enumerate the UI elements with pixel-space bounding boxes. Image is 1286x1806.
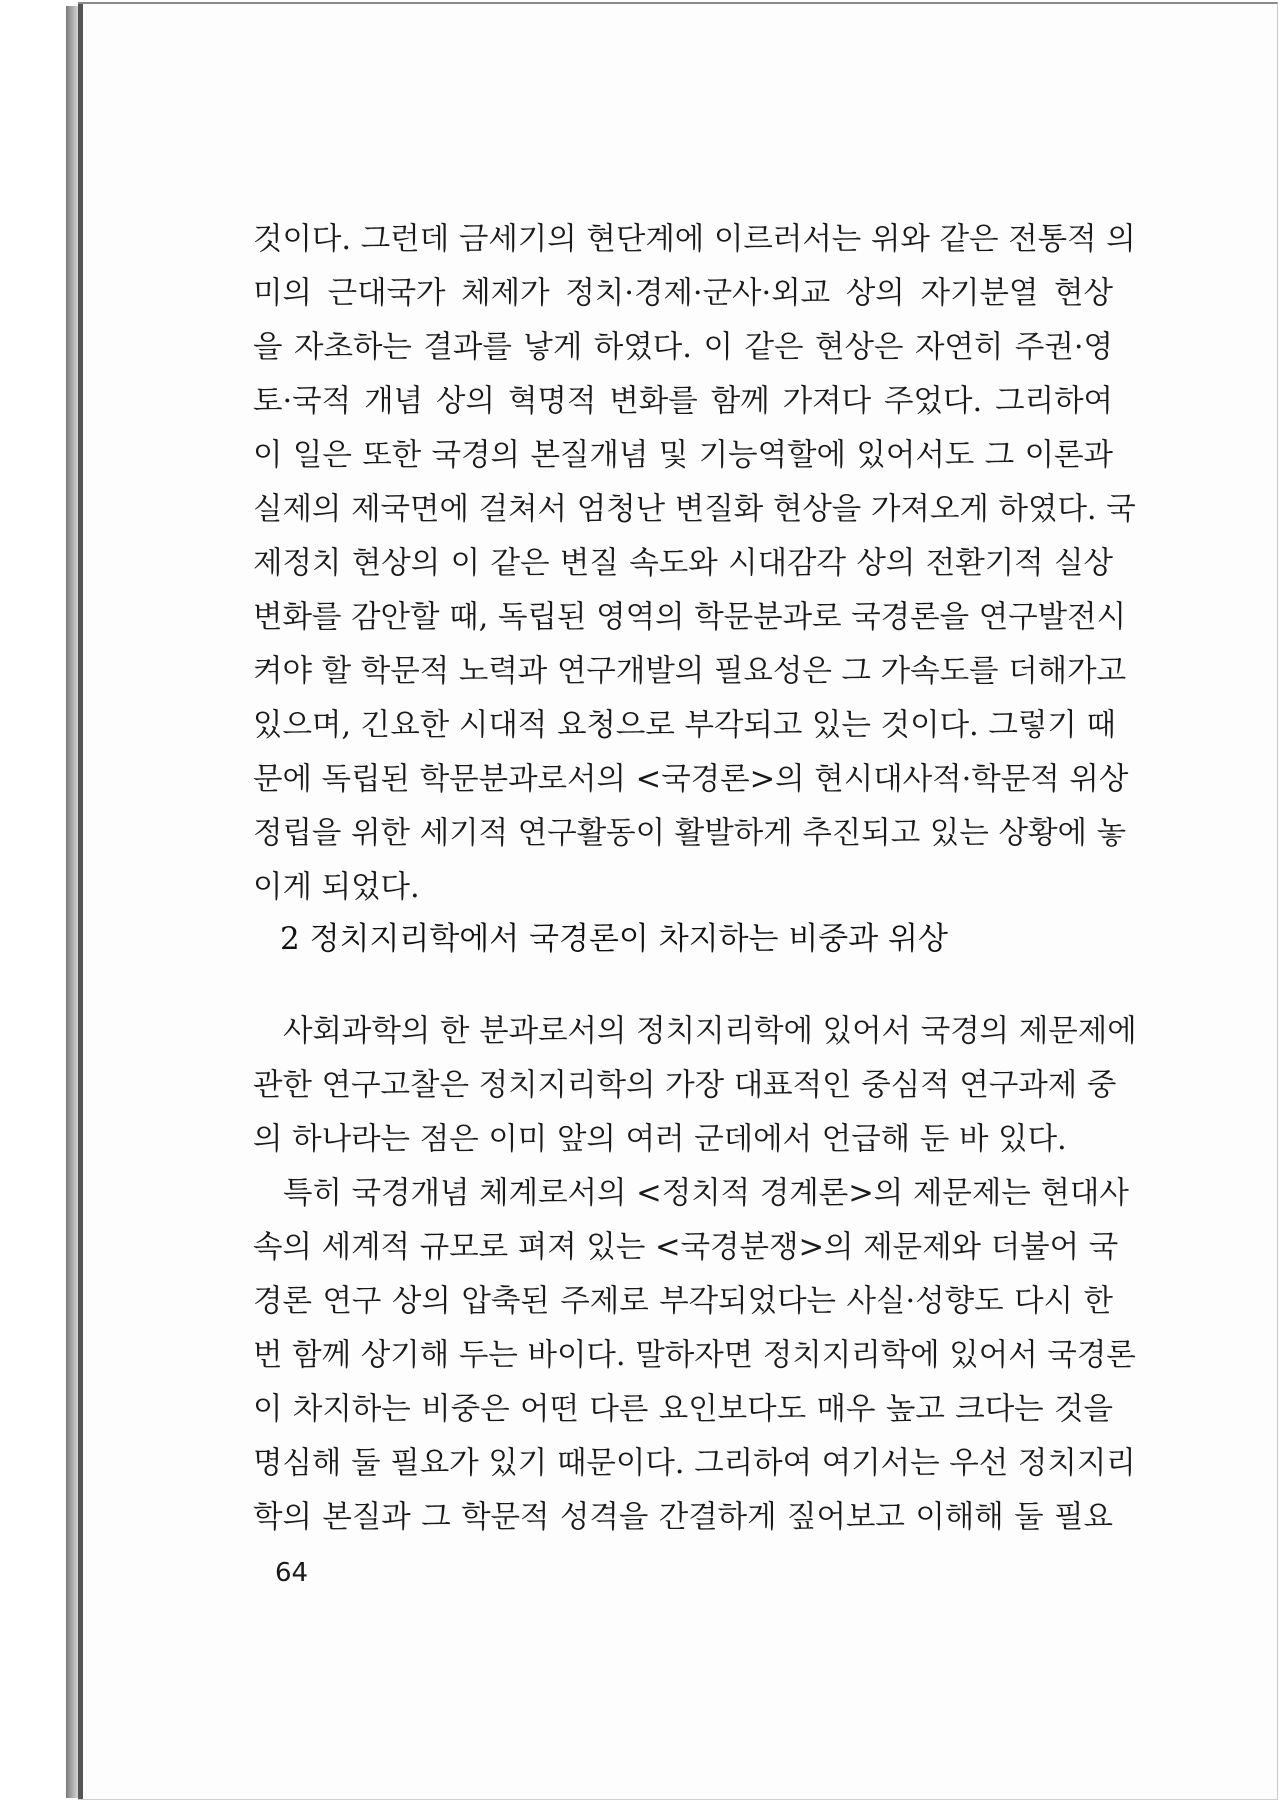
- text-line: 학의 본질과 그 학문적 성격을 간결하게 짚어보고 이해해 둘 필요: [253, 1500, 1113, 1535]
- text-line: 변화를 감안할 때, 독립된 영역의 학문분과로 국경론을 연구발전시: [253, 600, 1127, 635]
- text-line: 이 일은 또한 국경의 본질개념 및 기능역할에 있어서도 그 이론과: [253, 438, 1113, 473]
- text-line: 제정치 현상의 이 같은 변질 속도와 시대감각 상의 전환기적 실상: [253, 546, 1113, 581]
- text-line: 사회과학의 한 분과로서의 정치지리학에 있어서 국경의 제문제에: [283, 1014, 1137, 1049]
- text-line: 명심해 둘 필요가 있기 때문이다. 그리하여 여기서는 우선 정치지리: [253, 1446, 1136, 1481]
- text-line: 정립을 위한 세기적 연구활동이 활발하게 추진되고 있는 상황에 놓: [253, 816, 1127, 851]
- text-line: 번 함께 상기해 두는 바이다. 말하자면 정치지리학에 있어서 국경론: [253, 1338, 1136, 1373]
- text-line: 특히 국경개념 체계로서의 <정치적 경계론>의 제문제는 현대사: [283, 1176, 1129, 1211]
- text-line: 관한 연구고찰은 정치지리학의 가장 대표적인 중심적 연구과제 중: [253, 1068, 1117, 1103]
- text-line: 속의 세계적 규모로 펴져 있는 <국경분쟁>의 제문제와 더불어 국: [253, 1230, 1119, 1265]
- text-line: 있으며, 긴요한 시대적 요청으로 부각되고 있는 것이다. 그렇기 때: [253, 708, 1116, 743]
- text-line: 을 자초하는 결과를 낳게 하였다. 이 같은 현상은 자연히 주권·영: [253, 330, 1113, 365]
- text-line: 이게 되었다.: [253, 870, 420, 905]
- text-line: 문에 독립된 학문분과로서의 <국경론>의 현시대사적·학문적 위상: [253, 762, 1129, 797]
- text-line: 이 차지하는 비중은 어떤 다른 요인보다도 매우 높고 크다는 것을: [253, 1392, 1113, 1427]
- page-number: 64: [275, 1558, 309, 1588]
- paragraph-continued: [253, 213, 1136, 915]
- text-line: 것이다. 그런데 금세기의 현단계에 이르러서는 위와 같은 전통적 의: [253, 222, 1136, 257]
- text-line: 경론 연구 상의 압축된 주제로 부각되었다는 사실·성향도 다시 한: [253, 1284, 1113, 1319]
- body-paragraphs: [253, 1005, 1137, 1545]
- text-line: 실제의 제국면에 걸쳐서 엄청난 변질화 현상을 가져오게 하였다. 국: [253, 492, 1136, 527]
- section-heading: 2 정치지리학에서 국경론이 차지하는 비중과 위상: [280, 921, 948, 957]
- text-line: 미의 근대국가 체제가 정치·경제·군사·외교 상의 자기분열 현상: [253, 276, 1113, 311]
- text-line: 의 하나라는 점은 이미 앞의 여러 군데에서 언급해 둔 바 있다.: [253, 1122, 1067, 1157]
- text-line: 켜야 할 학문적 노력과 연구개발의 필요성은 그 가속도를 더해가고: [253, 654, 1127, 689]
- text-line: 토·국적 개념 상의 혁명적 변화를 함께 가져다 주었다. 그리하여: [253, 384, 1113, 419]
